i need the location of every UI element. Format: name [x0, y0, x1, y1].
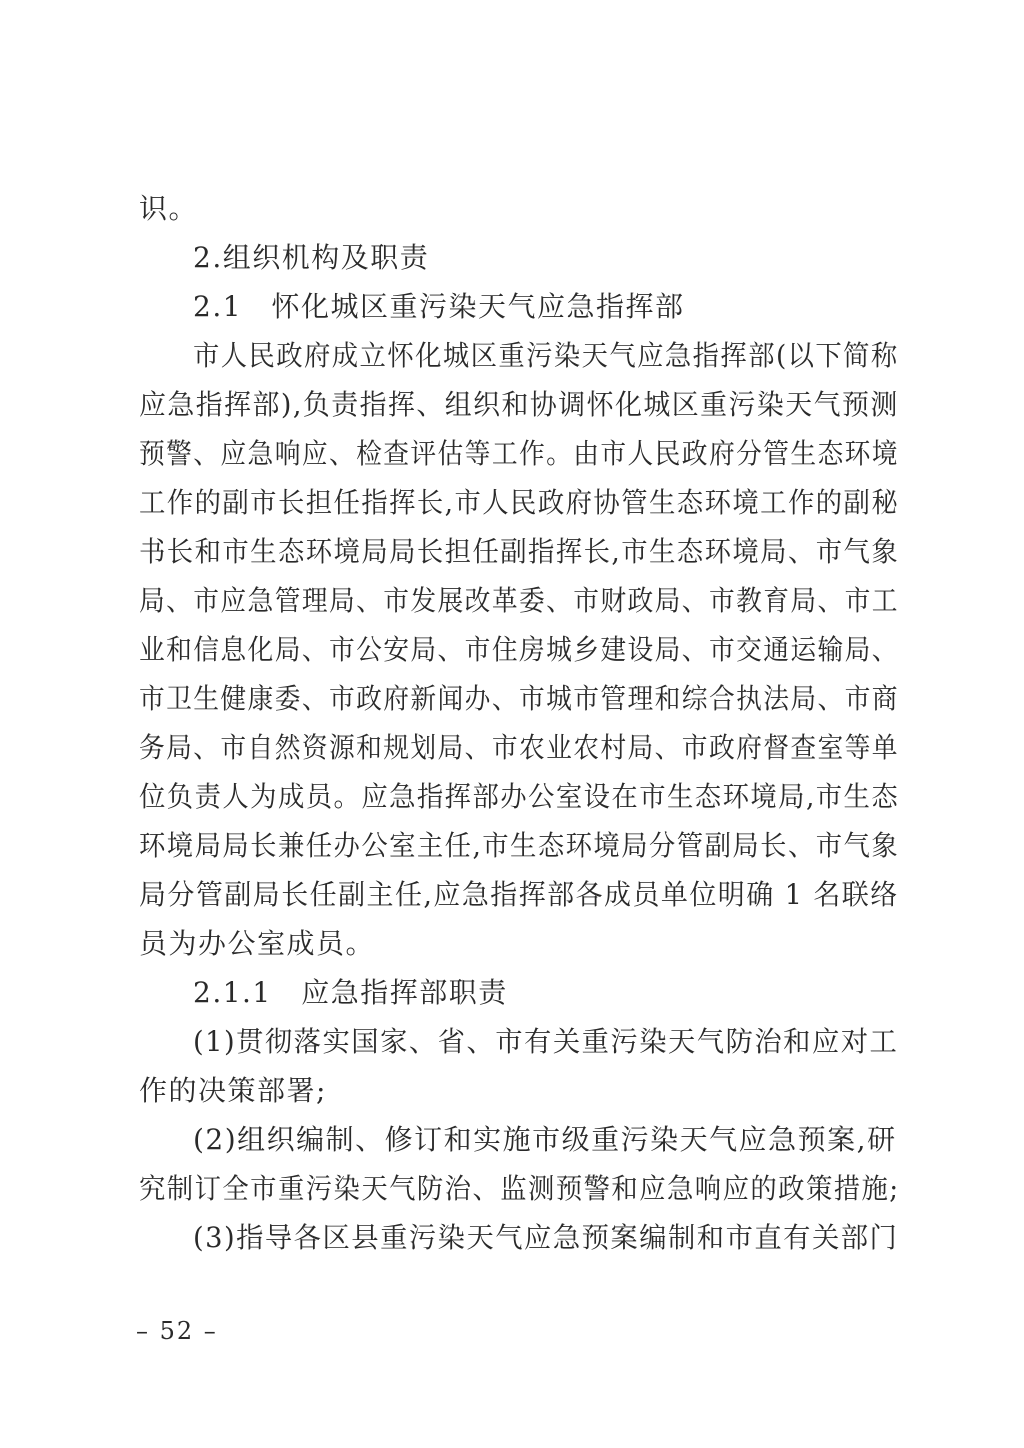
paragraph-line: 预警、应急响应、检查评估等工作。由市人民政府分管生态环境	[139, 437, 899, 470]
list-item-line: (3)指导各区县重污染天气应急预案编制和市直有关部门	[193, 1221, 899, 1254]
paragraph-line: 工作的副市长担任指挥长,市人民政府协管生态环境工作的副秘	[139, 486, 900, 519]
paragraph-line: 务局、市自然资源和规划局、市农业农村局、市政府督查室等单	[139, 731, 899, 764]
paragraph-line: 环境局局长兼任办公室主任,市生态环境局分管副局长、市气象	[139, 829, 900, 862]
list-item-line: 作的决策部署;	[139, 1074, 327, 1107]
list-item-line: (1)贯彻落实国家、省、市有关重污染天气防治和应对工	[193, 1025, 899, 1058]
text-line: 识。	[139, 192, 199, 225]
paragraph-line: 书长和市生态环境局局长担任副指挥长,市生态环境局、市气象	[139, 535, 900, 568]
list-item-line: 究制订全市重污染天气防治、监测预警和应急响应的政策措施;	[139, 1172, 900, 1205]
paragraph-line: 业和信息化局、市公安局、市住房城乡建设局、市交通运输局、	[139, 633, 899, 666]
paragraph-line: 局、市应急管理局、市发展改革委、市财政局、市教育局、市工	[139, 584, 899, 617]
paragraph-line: 市卫生健康委、市政府新闻办、市城市管理和综合执法局、市商	[139, 682, 899, 715]
list-item-line: (2)组织编制、修订和实施市级重污染天气应急预案,研	[193, 1123, 897, 1156]
page-number: – 52 –	[136, 1317, 218, 1345]
subsection-heading: 2.1.1 应急指挥部职责	[193, 976, 508, 1009]
paragraph-line: 员为办公室成员。	[139, 927, 376, 960]
paragraph-line: 市人民政府成立怀化城区重污染天气应急指挥部(以下简称	[193, 339, 899, 372]
paragraph-line: 局分管副局长任副主任,应急指挥部各成员单位明确 1 名联络	[139, 878, 899, 911]
subsection-heading: 2.1 怀化城区重污染天气应急指挥部	[193, 290, 685, 323]
paragraph-line: 应急指挥部),负责指挥、组织和协调怀化城区重污染天气预测	[139, 388, 899, 421]
paragraph-line: 位负责人为成员。应急指挥部办公室设在市生态环境局,市生态	[139, 780, 900, 813]
section-heading: 2.组织机构及职责	[193, 241, 430, 274]
